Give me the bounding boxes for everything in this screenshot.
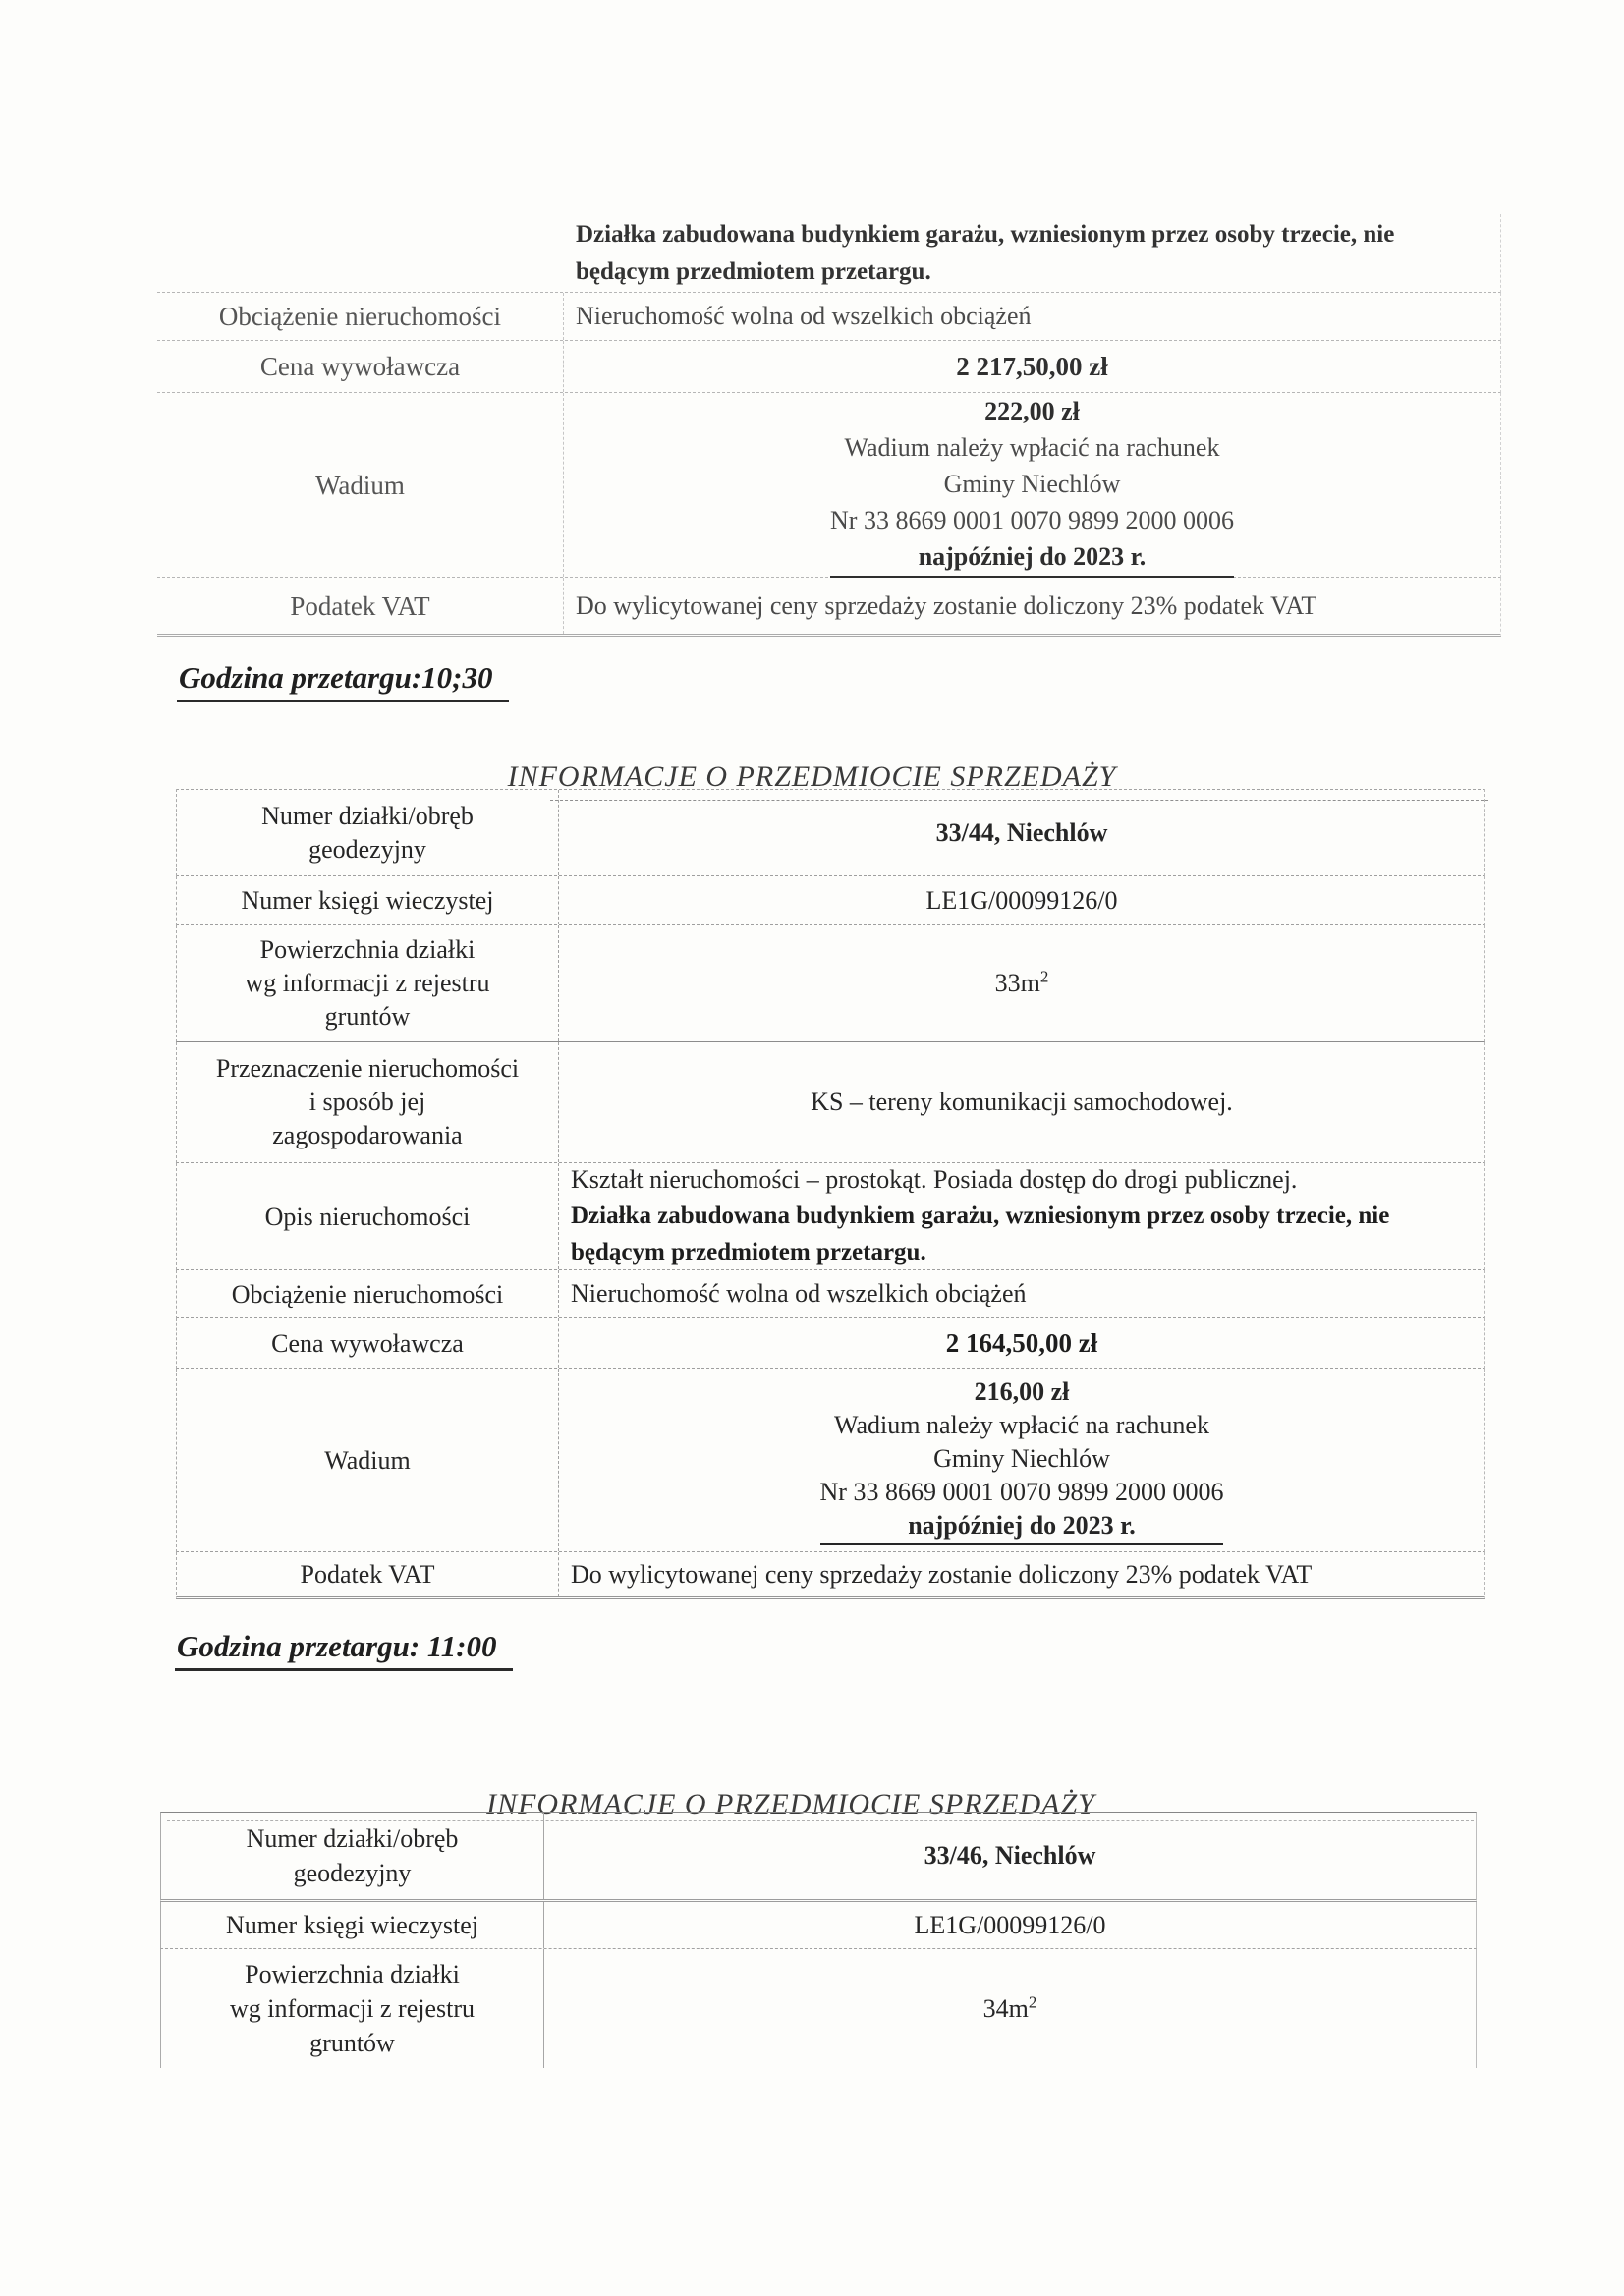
auction-table-1 — [157, 214, 1501, 637]
scan-artifact-line — [167, 1820, 1474, 1821]
property-description-text: Działka zabudowana budynkiem garażu, wzniesionym przez osoby trzecie, nie będącym przedmiotem przetargu. — [576, 220, 1395, 285]
row-deposit — [176, 1369, 1485, 1552]
row-deposit — [157, 393, 1501, 578]
section-title-1: INFORMACJE O PRZEDMIOCIE SPRZEDAŻY — [507, 760, 1117, 793]
row-plot-area — [176, 925, 1485, 1042]
row-plot-number — [176, 789, 1485, 876]
row-vat — [157, 578, 1501, 637]
row-vat — [176, 1552, 1485, 1599]
encumbrance-value: Nieruchomość wolna od wszelkich obciążeń — [576, 302, 1032, 330]
area-superscript: 2 — [1039, 967, 1049, 986]
deposit-deadline: najpóźniej do 2023 r. — [820, 1509, 1224, 1545]
vat-label: Podatek VAT — [177, 1552, 559, 1596]
description-garage-text: Działka zabudowana budynkiem garażu, wzniesionym przez osoby trzecie, nie będącym przedmiotem przetargu. — [571, 1203, 1390, 1265]
deposit-recipient: Gminy Niechlów — [943, 469, 1121, 498]
encumbrance-label: Obciążenie nieruchomości — [177, 1270, 559, 1317]
deposit-recipient: Gminy Niechlów — [933, 1443, 1110, 1473]
deposit-label: Wadium — [177, 1369, 559, 1551]
plot-number-value: 33/44, Niechlów — [935, 817, 1108, 847]
row-plot-area — [160, 1949, 1477, 2068]
deposit-label: Wadium — [157, 393, 564, 577]
row-encumbrance — [176, 1270, 1485, 1318]
deposit-amount: 216,00 zł — [974, 1376, 1070, 1406]
land-register-value: LE1G/00099126/0 — [914, 1910, 1106, 1939]
auction-time-2: Godzina przetargu: 11:00 — [175, 1629, 513, 1671]
section-title-2: INFORMACJE O PRZEDMIOCIE SPRZEDAŻY — [486, 1788, 1095, 1820]
starting-price-value: 2 164,50,00 zł — [945, 1328, 1098, 1358]
vat-value: Do wylicytowanej ceny sprzedaży zostanie doliczony 23% podatek VAT — [576, 590, 1317, 620]
auction-table-2 — [176, 789, 1485, 1599]
property-description-label: Opis nieruchomości — [177, 1163, 559, 1269]
row-land-register-number — [176, 876, 1485, 925]
auction-table-3 — [160, 1812, 1477, 2068]
row-land-register-number — [160, 1902, 1477, 1949]
zoning-label: Przeznaczenie nieruchomości i sposób jej zagospodarowania — [177, 1042, 559, 1162]
plot-number-value: 33/46, Niechlów — [924, 1841, 1096, 1870]
row-starting-price — [176, 1318, 1485, 1369]
deposit-account-number: Nr 33 8669 0001 0070 9899 2000 0006 — [830, 505, 1234, 534]
deposit-value — [564, 393, 1500, 577]
deposit-value — [559, 1369, 1484, 1551]
land-register-value: LE1G/00099126/0 — [925, 885, 1118, 915]
area-superscript: 2 — [1028, 1991, 1037, 2011]
vat-value: Do wylicytowanej ceny sprzedaży zostanie doliczony 23% podatek VAT — [571, 1559, 1313, 1589]
plot-area-value: $34m^2$ — [982, 1991, 1037, 2023]
auction-time-1: Godzina przetargu:10;30 — [177, 660, 509, 702]
plot-number-label: Numer działki/obręb geodezyjny — [161, 1813, 544, 1899]
deposit-details — [820, 1375, 1224, 1545]
row-zoning — [176, 1042, 1485, 1163]
plot-area-label: Powierzchnia działki wg informacji z rejestru gruntów — [161, 1949, 544, 2068]
row-plot-number — [160, 1812, 1477, 1902]
land-register-label: Numer księgi wieczystej — [161, 1902, 544, 1948]
row-property-description — [176, 1163, 1485, 1270]
starting-price-label: Cena wywoławcza — [177, 1318, 559, 1368]
encumbrance-label: Obciążenie nieruchomości — [157, 293, 564, 340]
property-description-value — [559, 1163, 1484, 1269]
row-description-continued — [157, 214, 1501, 293]
plot-area-value: $33m^2$ — [994, 967, 1049, 997]
starting-price-value: 2 217,50,00 zł — [956, 352, 1108, 381]
row-starting-price — [157, 341, 1501, 393]
deposit-deadline: najpóźniej do 2023 r. — [830, 538, 1234, 578]
deposit-details — [830, 393, 1234, 578]
empty-label-cell — [157, 214, 564, 292]
deposit-amount: 222,00 zł — [984, 396, 1080, 425]
description-cell — [564, 214, 1500, 292]
plot-number-label: Numer działki/obręb geodezyjny — [177, 790, 559, 875]
starting-price-label: Cena wywoławcza — [157, 341, 564, 392]
vat-label: Podatek VAT — [157, 578, 564, 634]
zoning-value: KS – tereny komunikacji samochodowej. — [811, 1088, 1233, 1116]
encumbrance-value: Nieruchomość wolna od wszelkich obciążeń — [571, 1279, 1027, 1308]
plot-area-label: Powierzchnia działki wg informacji z rejestru gruntów — [177, 925, 559, 1041]
deposit-instruction: Wadium należy wpłacić na rachunek — [844, 432, 1220, 462]
land-register-label: Numer księgi wieczystej — [177, 876, 559, 924]
deposit-instruction: Wadium należy wpłacić na rachunek — [834, 1410, 1209, 1439]
row-encumbrance — [157, 293, 1501, 341]
description-shape-text: Kształt nieruchomości – prostokąt. Posiada dostęp do drogi publicznej. — [571, 1165, 1298, 1194]
deposit-account-number: Nr 33 8669 0001 0070 9899 2000 0006 — [819, 1477, 1224, 1506]
